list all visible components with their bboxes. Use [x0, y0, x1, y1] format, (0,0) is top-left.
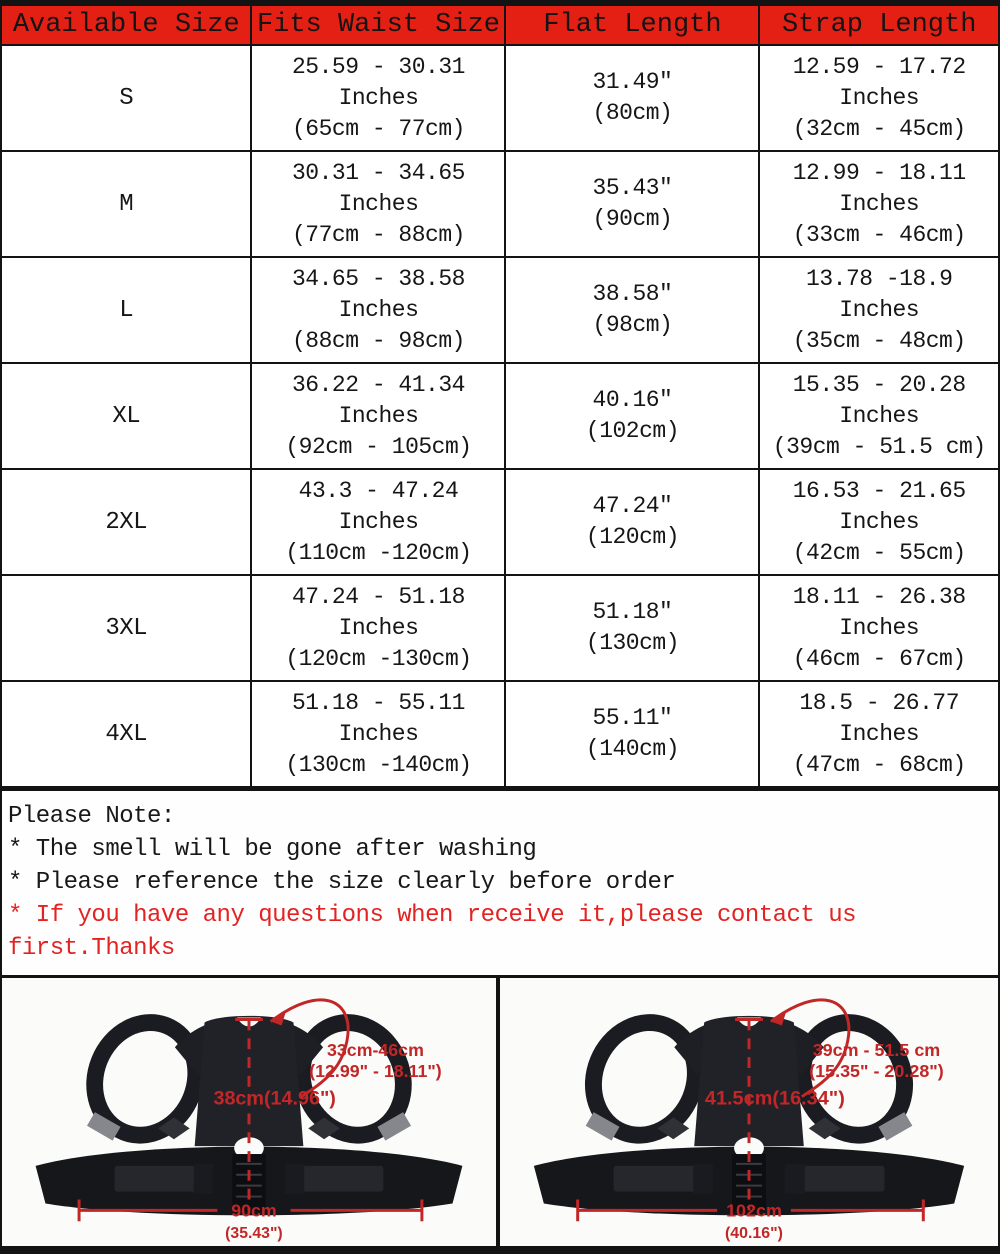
table-cell-size: [2, 152, 252, 258]
cell-line: 30.31 - 34.65: [292, 159, 465, 186]
table-cell-waist: [252, 46, 506, 152]
cell-line: Inches: [839, 84, 920, 111]
table-cell-flat: [506, 152, 760, 258]
table-cell-strap: [760, 682, 1000, 788]
table-cell-size: [2, 258, 252, 364]
cell-line: (65cm - 77cm): [292, 115, 465, 142]
velcro-tab: [194, 1164, 214, 1194]
table-cell-size: [2, 682, 252, 788]
cell-line: 18.11 - 26.38: [792, 583, 966, 610]
table-cell-strap: [760, 364, 1000, 470]
column-header: Fits Waist Size: [252, 6, 506, 46]
notes-title: Please Note:: [8, 803, 175, 830]
cell-line: XL: [112, 402, 141, 430]
cell-line: 34.65 - 38.58: [292, 265, 465, 292]
cell-line: 35.43″: [592, 175, 673, 201]
table-cell-strap: [760, 258, 1000, 364]
cell-line: Inches: [839, 508, 920, 535]
cell-line: 25.59 - 30.31: [292, 53, 465, 80]
table-cell-strap: [760, 152, 1000, 258]
table-cell-size: [2, 364, 252, 470]
column-header: Strap Length: [760, 6, 1000, 46]
cell-line: 2XL: [105, 508, 148, 536]
cell-line: 38.58″: [592, 281, 673, 307]
table-cell-flat: [506, 364, 760, 470]
table-cell-waist: [252, 682, 506, 788]
cell-line: (130cm -140cm): [285, 751, 472, 778]
brace-diagram-right: [500, 978, 998, 1246]
cell-line: (42cm - 55cm): [792, 539, 966, 566]
cell-line: (33cm - 46cm): [792, 221, 966, 248]
cell-line: Inches: [338, 402, 419, 429]
table-cell-waist: [252, 470, 506, 576]
cell-line: 43.3 - 47.24: [298, 477, 459, 504]
band-width-inches-label: (35.43"): [225, 1225, 283, 1243]
cell-line: 3XL: [105, 614, 148, 642]
cell-line: 12.99 - 18.11: [792, 159, 966, 186]
back-length-label: 41.5cm(16.34"): [704, 1087, 845, 1110]
back-length-label: 38cm(14.96"): [213, 1087, 336, 1110]
product-diagrams: [0, 975, 1000, 1246]
table-cell-flat: [506, 258, 760, 364]
cell-line: (90cm): [592, 206, 673, 232]
note-item-warning: * If you have any questions when receive it,please contact us first.Thanks: [8, 902, 857, 962]
strap-range-inches-label: (12.99" - 18.11"): [309, 1060, 442, 1081]
cell-line: (39cm - 51.5 cm): [772, 433, 986, 460]
bottom-divider-bar: [0, 1246, 1000, 1254]
cell-line: (77cm - 88cm): [292, 221, 465, 248]
cell-line: 13.78 -18.9 Inches: [806, 265, 953, 323]
band-width-cm-label: 90cm: [231, 1200, 277, 1221]
cell-line: (92cm - 105cm): [285, 433, 472, 460]
cell-line: 31.49″: [592, 69, 673, 95]
table-cell-waist: [252, 364, 506, 470]
strap-range-label: 39cm - 51.5 cm: [812, 1040, 941, 1061]
column-header: Flat Length: [506, 6, 760, 46]
cell-line: 15.35 - 20.28: [792, 371, 966, 398]
table-cell-flat: [506, 470, 760, 576]
cell-line: 4XL: [105, 720, 148, 748]
cell-line: 12.59 - 17.72: [792, 53, 966, 80]
cell-line: L: [119, 296, 134, 324]
strap-range-label: 33cm-46cm: [327, 1040, 424, 1061]
cell-line: (120cm -130cm): [285, 645, 472, 672]
posture-brace-illustration: [2, 978, 496, 1246]
cell-line: (88cm - 98cm): [292, 327, 465, 354]
table-cell-strap: [760, 576, 1000, 682]
note-item: * The smell will be gone after washing: [8, 836, 537, 863]
table-cell-waist: [252, 258, 506, 364]
table-cell-flat: [506, 46, 760, 152]
cell-line: Inches: [338, 614, 419, 641]
cell-line: M: [119, 190, 134, 218]
cell-line: Inches: [839, 190, 920, 217]
cell-line: (35cm - 48cm): [792, 327, 966, 354]
velcro-tab: [693, 1164, 713, 1194]
cell-line: (46cm - 67cm): [792, 645, 966, 672]
cell-line: (110cm -120cm): [285, 539, 472, 566]
cell-line: (140cm): [585, 736, 680, 762]
note-item: * Please reference the size clearly before order: [8, 869, 676, 896]
cell-line: Inches: [338, 84, 419, 111]
cell-line: 47.24″: [592, 493, 673, 519]
cell-line: 18.5 - 26.77: [799, 689, 960, 716]
table-cell-size: [2, 470, 252, 576]
notes-section: [0, 791, 1000, 975]
cell-line: (102cm): [585, 418, 680, 444]
table-cell-waist: [252, 152, 506, 258]
table-cell-flat: [506, 576, 760, 682]
table-cell-strap: [760, 46, 1000, 152]
cell-line: (80cm): [592, 100, 673, 126]
posture-brace-illustration: [500, 978, 998, 1246]
table-cell-waist: [252, 576, 506, 682]
cell-line: Inches: [839, 720, 920, 747]
band-width-inches-label: (40.16"): [724, 1225, 783, 1243]
cell-line: (47cm - 68cm): [792, 751, 966, 778]
table-cell-flat: [506, 682, 760, 788]
band-width-cm-label: 102cm: [726, 1200, 782, 1221]
cell-line: Inches: [338, 190, 419, 217]
velcro-tab: [785, 1164, 805, 1194]
cell-line: 40.16″: [592, 387, 673, 413]
cell-line: (130cm): [585, 630, 680, 656]
table-cell-size: [2, 576, 252, 682]
cell-line: 55.11″: [592, 705, 673, 731]
table-cell-strap: [760, 470, 1000, 576]
cell-line: Inches: [839, 402, 920, 429]
cell-line: 16.53 - 21.65: [792, 477, 966, 504]
brace-diagram-left: [2, 978, 500, 1246]
cell-line: 51.18″: [592, 599, 673, 625]
velcro-tab: [285, 1164, 305, 1194]
cell-line: Inches: [338, 720, 419, 747]
table-cell-size: [2, 46, 252, 152]
cell-line: 47.24 - 51.18: [292, 583, 465, 610]
column-header: Available Size: [2, 6, 252, 46]
cell-line: Inches: [338, 508, 419, 535]
cell-line: 36.22 - 41.34: [292, 371, 465, 398]
cell-line: (32cm - 45cm): [792, 115, 966, 142]
cell-line: Inches: [839, 614, 920, 641]
cell-line: Inches: [338, 296, 419, 323]
cell-line: (120cm): [585, 524, 680, 550]
cell-line: 51.18 - 55.11: [292, 689, 465, 716]
cell-line: S: [119, 84, 134, 112]
cell-line: (98cm): [592, 312, 673, 338]
strap-range-inches-label: (15.35" - 20.28"): [809, 1060, 944, 1081]
